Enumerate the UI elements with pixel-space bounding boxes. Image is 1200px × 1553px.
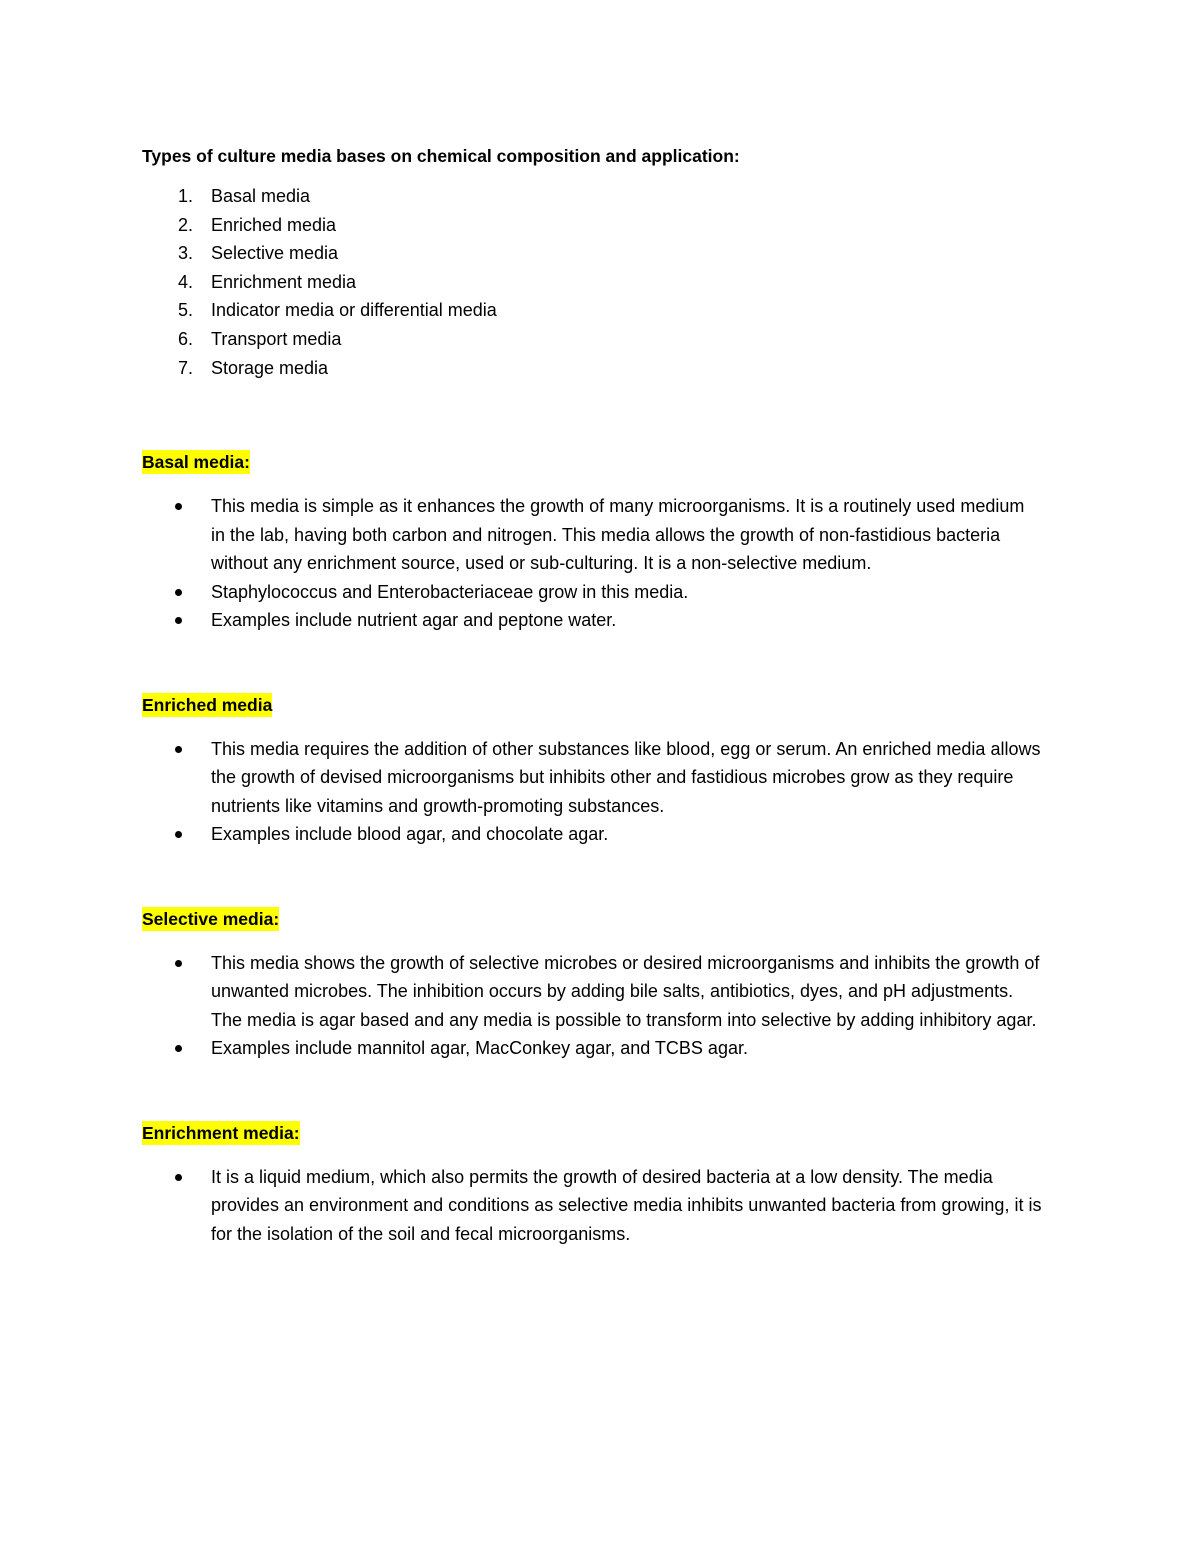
document-title: Types of culture media bases on chemical composition and application:	[142, 146, 740, 166]
bullet-item	[142, 1034, 1042, 1063]
bullet-item	[142, 492, 1042, 578]
bullet-text: This media shows the growth of selective microbes or desired microorganisms and inhibits the growth of unwanted microbes. The inhibition occurs by adding bile salts, antibiotics, dyes, and pH adjustments. The media is agar based and any media is possible to transform into selective by adding inhibitory agar.	[211, 952, 1040, 1030]
section-basal-media	[142, 448, 1042, 635]
bullet-text: Examples include blood agar, and chocolate agar.	[211, 824, 609, 845]
bullet-text: It is a liquid medium, which also permits the growth of desired bacteria at a low density. The media provides an environment and conditions as selective media inhibits unwanted bacteria from growing, it is for the isolation of the soil and fecal microorganisms.	[211, 1166, 1042, 1244]
bullet-list	[142, 1163, 1042, 1249]
bullet-icon	[175, 1174, 182, 1181]
bullet-icon	[175, 831, 182, 838]
bullet-icon	[175, 503, 182, 510]
bullet-icon	[175, 746, 182, 753]
list-item-label: Indicator media or differential media	[211, 300, 497, 321]
list-item-label: Enriched media	[211, 214, 337, 235]
bullet-list	[142, 949, 1042, 1063]
list-item-label: Storage media	[211, 357, 329, 378]
section-selective-media	[142, 905, 1042, 1063]
list-item	[142, 182, 1042, 211]
spacer	[142, 849, 1042, 905]
bullet-icon	[175, 960, 182, 967]
list-item	[142, 296, 1042, 325]
bullet-list	[142, 492, 1042, 635]
bullet-text: Staphylococcus and Enterobacteriaceae grow in this media.	[211, 581, 689, 602]
list-number: 5.	[178, 300, 194, 321]
bullet-icon	[175, 617, 182, 624]
bullet-icon	[175, 589, 182, 596]
list-number: 7.	[178, 357, 194, 378]
section-heading: Enrichment media:	[142, 1122, 300, 1143]
list-item	[142, 354, 1042, 383]
spacer	[142, 1063, 1042, 1119]
spacer	[142, 382, 1042, 448]
document-content	[142, 144, 1042, 1248]
list-item	[142, 239, 1042, 268]
bullet-item	[142, 949, 1042, 1035]
list-number: 3.	[178, 243, 194, 264]
section-enriched-media	[142, 691, 1042, 849]
section-heading: Enriched media	[142, 694, 273, 715]
section-heading: Basal media:	[142, 452, 250, 473]
bullet-icon	[175, 1045, 182, 1052]
media-types-list	[142, 182, 1042, 382]
list-item	[142, 211, 1042, 240]
list-item-label: Enrichment media	[211, 271, 357, 292]
bullet-text: This media is simple as it enhances the growth of many microorganisms. It is a routinely used medium in the lab, having both carbon and nitrogen. This media allows the growth of non-fastidious bacteria without any enrichment source, used or sub-culturing. It is a non-selective medium.	[211, 496, 1025, 574]
list-item-label: Selective media	[211, 243, 339, 264]
spacer	[142, 635, 1042, 691]
bullet-text: Examples include mannitol agar, MacConkey agar, and TCBS agar.	[211, 1038, 748, 1059]
list-number: 1.	[178, 186, 194, 206]
list-item-label: Transport media	[211, 328, 342, 349]
list-number: 4.	[178, 271, 194, 292]
section-heading: Selective media:	[142, 908, 280, 929]
list-item-label: Basal media	[211, 186, 311, 206]
bullet-item	[142, 606, 1042, 635]
list-item	[142, 325, 1042, 354]
bullet-list	[142, 735, 1042, 849]
bullet-item	[142, 1163, 1042, 1249]
bullet-text: This media requires the addition of other substances like blood, egg or serum. An enriched media allows the growth of devised microorganisms but inhibits other and fastidious microbes grow as they require nutrients like vitamins and growth-promoting substances.	[211, 738, 1041, 816]
section-enrichment-media	[142, 1119, 1042, 1249]
bullet-item	[142, 735, 1042, 821]
bullet-item	[142, 820, 1042, 849]
list-number: 6.	[178, 328, 194, 349]
list-number: 2.	[178, 214, 194, 235]
list-item	[142, 268, 1042, 297]
bullet-text: Examples include nutrient agar and peptone water.	[211, 610, 617, 631]
bullet-item	[142, 578, 1042, 607]
